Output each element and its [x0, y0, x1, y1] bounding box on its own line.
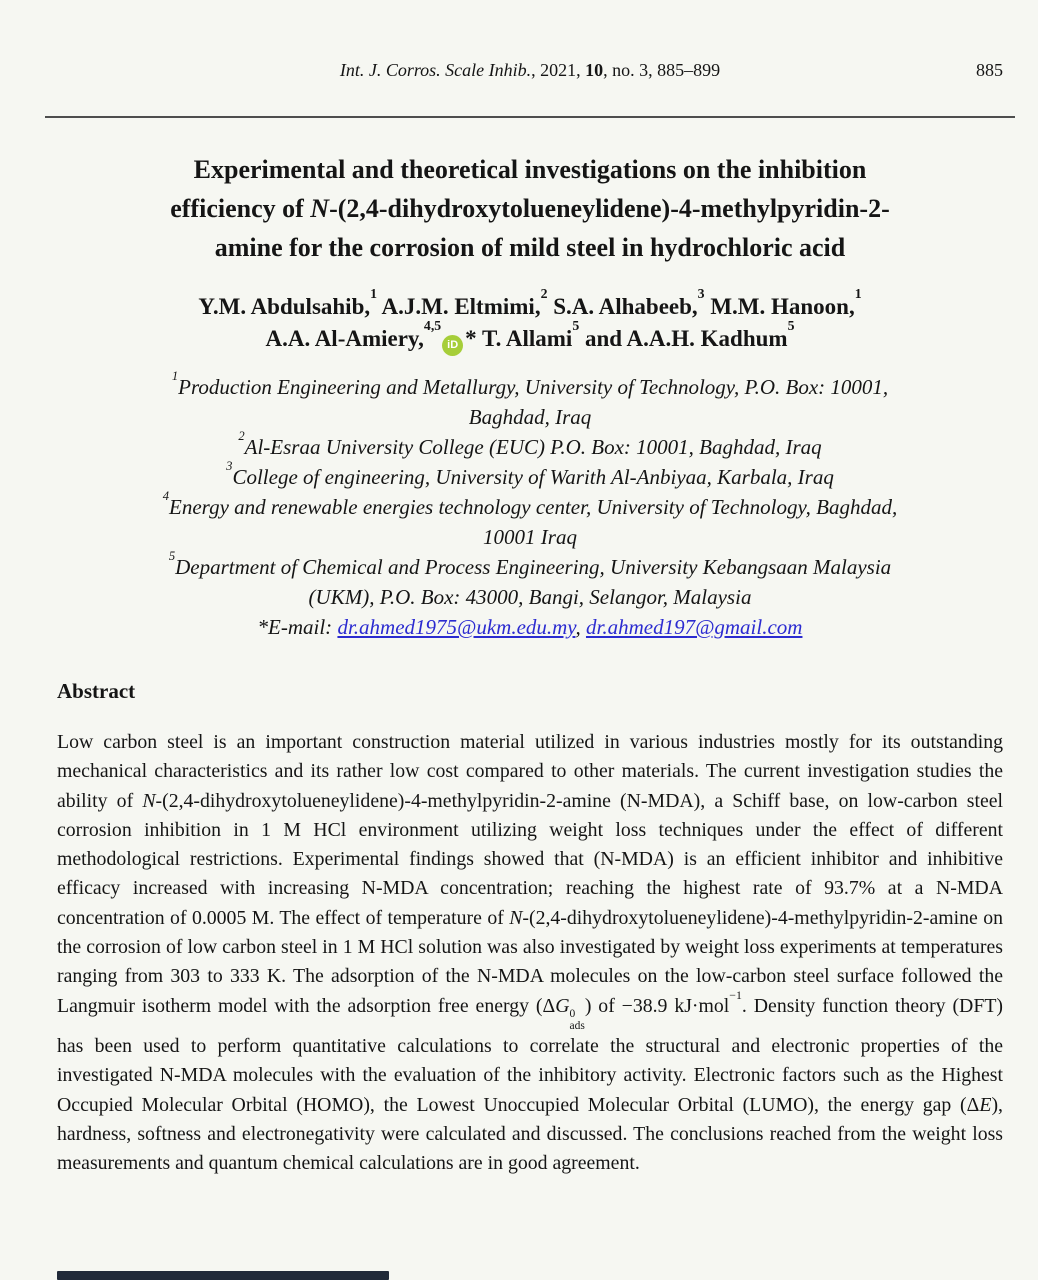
- page-number: 885: [976, 60, 1003, 80]
- abstract-text: . Density function theory (DFT) has been used to perform quantitative calculations to correlate the structural and electronic properties of the investigated N-MDA molecules with the evaluation of the inhibitory activity. Electronic factors such as the Highest Occupied Molecular Orbital (HOMO), the Lowest Unoccupied Molecular Orbital (LUMO), the energy gap (Δ: [57, 994, 1003, 1116]
- author-line-2: [57, 318, 1003, 356]
- title-line-2: [57, 189, 1003, 228]
- author-name: M.M. Hanoon,: [704, 294, 855, 319]
- affiliation-number: 5: [168, 548, 176, 563]
- title-line-3: amine for the corrosion of mild steel in hydrochloric acid: [214, 233, 846, 262]
- author-name: A.J.M. Eltmimi,: [377, 294, 541, 319]
- abstract-italic-n: N: [142, 789, 156, 812]
- author-affil-ref: 5: [572, 318, 580, 334]
- author-affil-ref: 4,5: [423, 318, 442, 334]
- article-title: [57, 150, 1003, 267]
- abstract-text: -(2,4-dihydroxytolueneylidene)-4-methylpyridin-2-amine (N-MDA), a Schiff base, on low-carbon steel corrosion inhibition in 1 M HCl environment utilizing weight loss techniques under the effect of different methodological restrictions. Experimental findings showed that (N-MDA) is an efficient inhibitor and inhibitive efficacy increased with increasing N-MDA concentration; reaching the highest rate of 93.7% at a N-MDA concentration of 0.0005 M. The effect of temperature of: [57, 789, 1003, 929]
- delta-e-symbol: E: [979, 1093, 992, 1116]
- author-line-1: [57, 286, 1003, 323]
- author-affil-ref: 1: [370, 286, 378, 302]
- author-affil-ref: 5: [787, 318, 795, 334]
- mol-exponent: −1: [729, 987, 742, 1002]
- email-separator: ,: [575, 615, 586, 639]
- scan-artifact-bar: [57, 1271, 389, 1280]
- author-affil-ref: 2: [540, 286, 548, 302]
- author-name: and A.A.H. Kadhum: [579, 326, 788, 351]
- affiliation-text: (UKM), P.O. Box: 43000, Bangi, Selangor, Malaysia: [308, 585, 752, 609]
- affiliation-number: 4: [162, 488, 170, 503]
- abstract-text: ), hardness, softness and electronegativity were calculated and discussed. The conclusions reached from the weight loss measurements and quantum chemical calculations are in good agreement.: [57, 1093, 1003, 1175]
- author-name: Y.M. Abdulsahib,: [198, 294, 371, 319]
- affiliation-number: 1: [171, 368, 179, 383]
- journal-name: Int. J. Corros. Scale Inhib.: [339, 60, 532, 80]
- email-link-1[interactable]: dr.ahmed1975@ukm.edu.my: [337, 615, 576, 639]
- affiliation-1: [57, 368, 1003, 432]
- affiliations-block: [57, 368, 1003, 642]
- email-link-2[interactable]: dr.ahmed197@gmail.com: [585, 615, 803, 639]
- affiliation-text: Production Engineering and Metallurgy, University of Technology, P.O. Box: 10001,: [178, 375, 889, 399]
- abstract-text: -(2,4-dihydroxytolueneylidene)-4-methylpyridin-2-amine on the corrosion of low carbon steel in 1 M HCl solution was also investigated by weight loss experiments at temperatures ranging from 303 to 333 K. The adsorption of the N-MDA molecules on the low-carbon steel surface followed the Langmuir isotherm model with the adsorption free energy (Δ: [57, 906, 1003, 1017]
- affiliation-3: [57, 458, 1003, 492]
- abstract-italic-n: N: [509, 906, 523, 929]
- author-affil-ref: 3: [697, 286, 705, 302]
- author-name: A.A. Al-Amiery,: [265, 326, 424, 351]
- title-line-1: Experimental and theoretical investigations on the inhibition: [193, 155, 867, 184]
- abstract-text: Low carbon steel is an important construction material utilized in various industries mostly for its outstanding mechanical characteristics and its rather low cost compared to other materials. The current investigation studies the ability of: [57, 731, 1003, 812]
- title-italic-n: N: [310, 194, 330, 223]
- email-line: [57, 612, 1003, 642]
- delta-g-superscript: 0: [569, 1007, 576, 1020]
- affiliation-text: College of engineering, University of Warith Al-Anbiyaa, Karbala, Iraq: [232, 465, 834, 489]
- author-name: T. Allami: [476, 326, 573, 351]
- affiliation-4: [57, 488, 1003, 552]
- title-line-2-pre: efficiency of: [170, 194, 311, 223]
- affiliation-text: Energy and renewable energies technology center, University of Technology, Baghdad,: [169, 495, 898, 519]
- affiliation-5: [57, 548, 1003, 612]
- journal-ref-rest: , no. 3, 885–899: [603, 60, 721, 80]
- journal-volume: 10: [585, 60, 604, 80]
- running-head: [57, 58, 1003, 82]
- orcid-icon[interactable]: iD: [442, 335, 463, 356]
- affiliation-text: Department of Chemical and Process Engineering, University Kebangsaan Malaysia: [175, 555, 892, 579]
- delta-g-sup-sub: [570, 1008, 585, 1032]
- author-list: [57, 286, 1003, 356]
- journal-reference: [340, 60, 531, 80]
- corresponding-author-asterisk: *: [465, 326, 477, 351]
- journal-ref-mid: , 2021,: [531, 60, 586, 80]
- affiliation-number: 2: [238, 428, 245, 443]
- affiliation-text: Baghdad, Iraq: [468, 405, 592, 429]
- affiliation-text: 10001 Iraq: [483, 525, 577, 549]
- abstract-heading: Abstract: [57, 679, 136, 703]
- delta-g-subscript: ads: [569, 1019, 585, 1032]
- affiliation-text: Al-Esraa University College (EUC) P.O. Box: 10001, Baghdad, Iraq: [244, 435, 822, 459]
- abstract-text: ) of −38.9 kJ·mol: [584, 994, 730, 1017]
- author-name: S.A. Alhabeeb,: [547, 294, 698, 319]
- title-line-2-post: -(2,4-dihydroxytolueneylidene)-4-methylpyridin-2-: [329, 194, 890, 223]
- header-divider: [45, 116, 1015, 118]
- affiliation-number: 3: [226, 458, 233, 473]
- affiliation-2: [57, 428, 1003, 462]
- abstract-paragraph: [57, 728, 1003, 1178]
- email-prefix: *E-mail:: [257, 615, 338, 639]
- delta-g-symbol: G: [555, 994, 570, 1017]
- author-affil-ref: 1: [854, 286, 862, 302]
